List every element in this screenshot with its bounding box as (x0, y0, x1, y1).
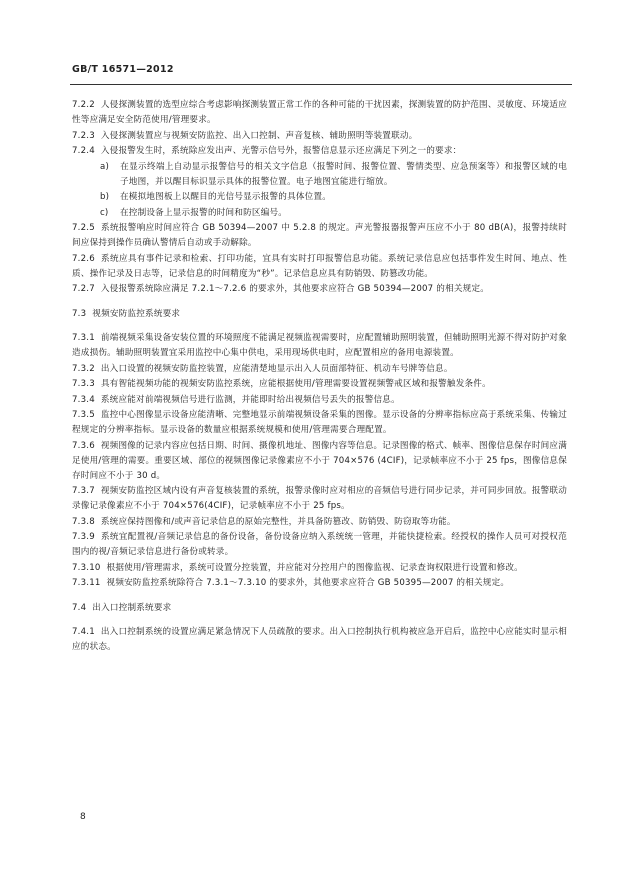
clause-7-4-1 (72, 625, 567, 655)
clause-number: 7.4.1 (72, 627, 95, 637)
list-item-a (72, 160, 567, 190)
clause-7-3-3 (72, 377, 567, 392)
clause-number: 7.3.9 (72, 532, 95, 542)
clause-7-2-7 (72, 282, 567, 297)
clause-text: 出入口设置的视频安防监控装置，应能清楚地显示出入人员面部特征、机动车号牌等信息。 (100, 363, 453, 374)
clause-number: 7.3.4 (72, 394, 95, 405)
header-rule (70, 84, 572, 85)
clause-text: 系统应保持图像和/或声音记录信息的原始完整性，并具备防篡改、防销毁、防窃取等功能。 (100, 516, 456, 527)
clause-text: 入侵探测装置应与视频安防监控、出入口控制、声音复核、辅助照明等装置联动。 (100, 130, 418, 141)
document-body (72, 98, 567, 656)
section-title: 出入口控制系统要求 (92, 603, 172, 613)
clause-7-2-4 (72, 144, 567, 159)
list-marker: b) (100, 192, 110, 202)
clause-text: 系统报警响应时间应符合 GB 50394—2007 中 5.2.8 的规定。声光警报器报警声压应不小于 80 dB(A)，报警持续时间应保持到操作员确认警情后自动或手动解除。 (72, 223, 567, 248)
list-item-b (72, 190, 567, 205)
clause-number: 7.3.10 (72, 562, 101, 573)
section-number: 7.3 (72, 309, 87, 319)
clause-number: 7.2.2 (72, 100, 95, 110)
section-number: 7.4 (72, 603, 87, 613)
clause-7-2-6 (72, 252, 567, 282)
standard-code-header: GB/T 16571—2012 (72, 64, 174, 75)
clause-number: 7.3.3 (72, 379, 95, 389)
clause-7-3-11 (72, 576, 567, 591)
clause-text: 入侵报警系统除应满足 7.2.1～7.2.6 的要求外，其他要求应符合 GB 50394—2007 的相关规定。 (100, 284, 490, 294)
clause-number: 7.2.5 (72, 223, 95, 233)
clause-7-3-9 (72, 530, 567, 560)
clause-number: 7.3.2 (72, 363, 95, 374)
list-item-text: 在显示终端上自动显示报警信号的相关文字信息（报警时间、报警位置、警情类型、应急预案等）和报警区域的电子地图，并以醒目标识显示具体的报警位置。电子地图宜能进行缩放。 (120, 161, 567, 187)
clause-7-3-2 (72, 362, 567, 377)
list-item-c (72, 206, 567, 221)
list-item-text: 在模拟地图板上以醒目的光信号显示报警的具体位置。 (120, 192, 332, 202)
clause-number: 7.2.7 (72, 284, 95, 294)
list-marker: c) (100, 207, 109, 218)
clause-text: 视频安防监控系统除符合 7.3.1～7.3.10 的要求外，其他要求应符合 GB 50395—2007 的相关规定。 (106, 578, 510, 588)
clause-number: 7.3.1 (72, 333, 95, 343)
section-heading-7-3 (72, 307, 567, 322)
clause-number: 7.3.11 (72, 578, 101, 588)
clause-text: 前端视频采集设备安装位置的环境照度不能满足视频监视需要时，应配置辅助照明装置，但辅助照明光源不得对防护对象造成损伤。辅助照明装置宜采用监控中心集中供电，采用现场供电时，应配置相应的备用电源装置。 (72, 333, 567, 358)
section-title: 视频安防监控系统要求 (92, 309, 181, 319)
clause-7-2-5 (72, 221, 567, 251)
clause-number: 7.2.6 (72, 253, 95, 264)
clause-number: 7.3.6 (72, 440, 95, 451)
clause-number: 7.2.3 (72, 130, 95, 141)
page-number: 8 (80, 812, 86, 822)
clause-text: 系统宜配置视/音频记录信息的备份设备，备份设备应纳入系统统一管理，并能快捷检索。经授权的操作人员可对授权范围内的视/音频记录信息进行备份或转录。 (72, 532, 567, 557)
clause-number: 7.3.7 (72, 486, 95, 496)
clause-7-3-10 (72, 561, 567, 576)
clause-text: 根据使用/管理需求，系统可设置分控装置，并应能对分控用户的图像监视、记录查询权限进行设置和修改。 (106, 562, 523, 573)
clause-7-2-3 (72, 129, 567, 144)
clause-7-3-4 (72, 393, 567, 408)
list-marker: a) (100, 161, 110, 172)
clause-text: 出入口控制系统的设置应满足紧急情况下人员疏散的要求。出入口控制执行机构被应急开启后，监控中心应能实时显示相应的状态。 (72, 627, 567, 652)
clause-number: 7.3.5 (72, 410, 95, 420)
clause-7-3-1 (72, 331, 567, 361)
clause-text: 入侵报警发生时，系统除应发出声、光警示信号外，报警信息显示还应满足下列之一的要求： (100, 146, 462, 156)
clause-text: 监控中心图像显示设备应能清晰、完整地显示前端视频设备采集的图像。显示设备的分辨率指标应高于系统采集、传输过程规定的分辨率指标。显示设备的数量应根据系统规模和使用/管理需要合理配置。 (72, 410, 567, 435)
clause-text: 系统应能对前端视频信号进行监测，并能即时给出视频信号丢失的报警信息。 (100, 394, 400, 405)
clause-7-3-6 (72, 439, 567, 484)
list-item-text: 在控制设备上显示报警的时间和防区编号。 (120, 207, 288, 218)
clause-7-3-5 (72, 408, 567, 438)
clause-7-3-7 (72, 484, 567, 514)
clause-text: 视频安防监控区域内设有声音复核装置的系统，报警录像时应对相应的音频信号进行同步记录，并可同步回放。报警联动录像记录像素应不小于 704×576(4CIF)，记录帧率应不小于 25 fps。 (72, 486, 567, 511)
clause-text: 视频图像的记录内容应包括日期、时间、摄像机地址、图像内容等信息。记录图像的格式、帧率、图像信息保存时间应满足使用/管理的需要。重要区域、部位的视频图像记录像素应不小于 704×576 (4CIF)，记录帧率应不小于 25 fps，图像信息保存时间应不小于 30 d。 (72, 440, 567, 481)
clause-number: 7.2.4 (72, 146, 95, 156)
clause-7-2-2 (72, 98, 567, 128)
clause-text: 人侵探测装置的选型应综合考虑影响探测装置正常工作的各种可能的干扰因素，探测装置的防护范围、灵敏度、环境适应性等应满足安全防范使用/管理要求。 (72, 100, 567, 125)
section-heading-7-4 (72, 601, 567, 616)
clause-text: 具有智能视频功能的视频安防监控系统，应能根据使用/管理需要设置视频警戒区域和报警触发条件。 (100, 379, 491, 389)
clause-text: 系统应具有事件记录和检索、打印功能，宜具有实时打印报警信息功能。系统记录信息应包括事件发生时间、地点、性质、操作记录及日志等，记录信息的时间精度为“秒”。记录信息应具有防销毁、防篡改功能。 (72, 253, 567, 279)
clause-number: 7.3.8 (72, 516, 95, 527)
clause-7-3-8 (72, 515, 567, 530)
